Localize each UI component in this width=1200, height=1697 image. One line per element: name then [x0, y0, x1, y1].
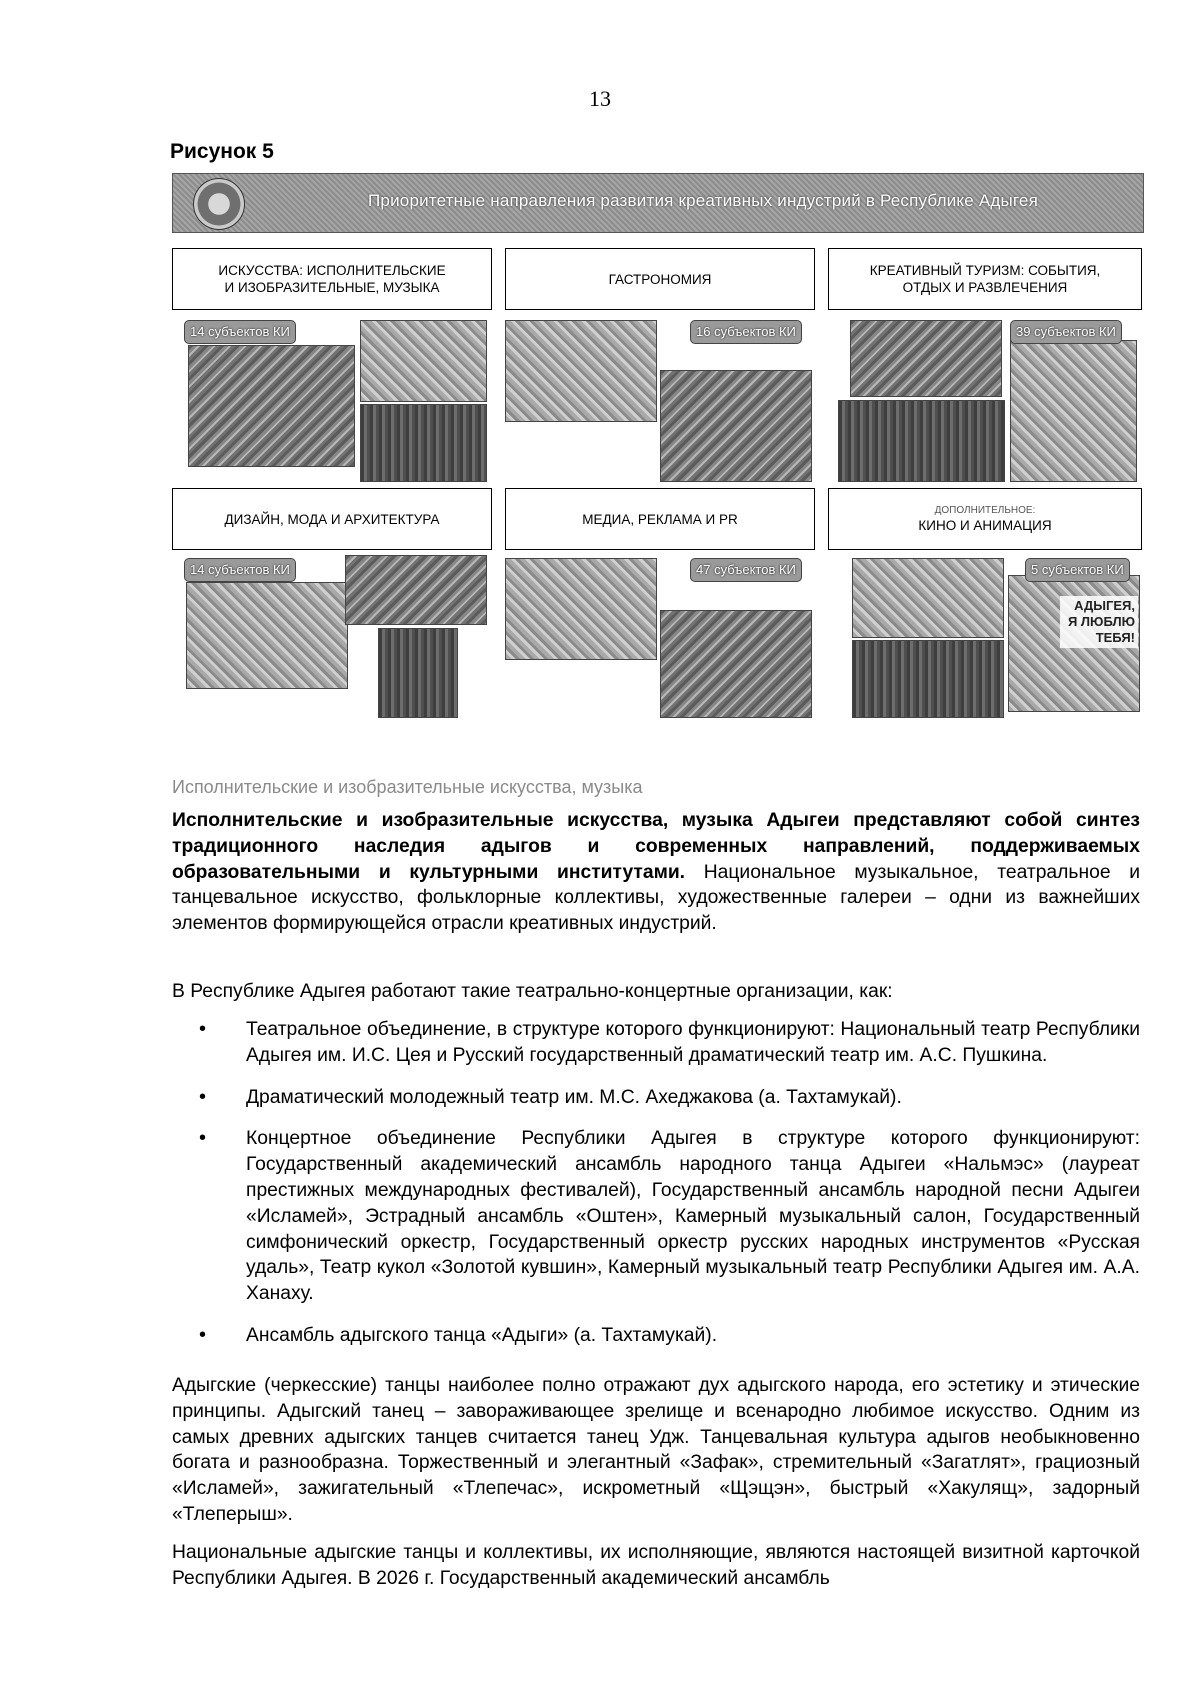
category-box-tourism: [828, 248, 1142, 310]
category-box-design: [172, 488, 492, 550]
photo: [188, 345, 355, 467]
sign-line: АДЫГЕЯ,: [1074, 598, 1135, 613]
photo: [850, 320, 1002, 397]
photo: [505, 320, 657, 422]
category-title: МЕДИА, РЕКЛАМА И PR: [582, 511, 738, 527]
adygea-emblem-icon: [193, 178, 245, 230]
category-title: ГАСТРОНОМИЯ: [608, 271, 712, 287]
count-badge: 47 субъектов КИ: [690, 558, 802, 582]
banner-title: Приоритетные направления развития креативных индустрий в Республике Адыгея: [368, 191, 1038, 210]
list-item: • Концертное объединение Республики Адыгея в структуре которого функционируют: Государственный академический ансамбль народного танца Адыгеи «Нальмэс» (лауреат престижных международных фестивалей), Государственный ансамбль народной песни Адыгеи «Исламей», Эстрадный ансамбль «Оштен», Камерный музыкальный салон, Государственный симфонический оркестр, Государственный оркестр русских народных инструментов «Русская удаль», Театр кукол «Золотой кувшин», Камерный музыкальный театр Республики Адыгея им. А.А. Ханаху.: [172, 1126, 1140, 1307]
category-title: ДИЗАЙН, МОДА И АРХИТЕКТУРА: [224, 511, 440, 527]
intro-paragraph: [172, 808, 1140, 937]
photo: [852, 640, 1004, 718]
count-badge: 14 субъектов КИ: [184, 558, 296, 582]
figure-banner: [172, 173, 1144, 233]
category-subtitle: ДОПОЛНИТЕЛЬНОЕ:: [934, 504, 1036, 516]
count-badge: 39 субъектов КИ: [1010, 320, 1122, 344]
photo: [186, 582, 348, 689]
photo: [378, 628, 458, 718]
category-title: И ИЗОБРАЗИТЕЛЬНЫЕ, МУЗЫКА: [224, 280, 440, 295]
list-item: • Театральное объединение, в структуре которого функционируют: Национальный театр Республики Адыгея им. И.С. Цея и Русский государственный драматический театр им. А.С. Пушкина.: [172, 1017, 1140, 1069]
category-title: КИНО И АНИМАЦИЯ: [918, 517, 1052, 533]
adygea-sign: [1060, 596, 1138, 648]
sign-line: ТЕБЯ!: [1095, 630, 1135, 645]
photo: [360, 404, 487, 482]
photo: [1010, 340, 1137, 482]
category-box-film: [828, 488, 1142, 550]
intro-bold: Исполнительские и изобразительные искусства, музыка Адыгеи представляют собой синтез традиционного наследия адыгов и современных направлений, поддерживаемых образовательными и культурными институтами.: [172, 810, 1140, 883]
photo: [660, 610, 812, 718]
figure-label: Рисунок 5: [170, 140, 274, 163]
organizations-list: [172, 1017, 1140, 1365]
photo: [660, 370, 812, 482]
category-box-gastronomy: [505, 248, 815, 310]
category-box-arts: [172, 248, 492, 310]
count-badge: 14 субъектов КИ: [184, 320, 296, 344]
category-box-media: [505, 488, 815, 550]
category-title: ИСКУССТВА: ИСПОЛНИТЕЛЬСКИЕ: [218, 263, 446, 278]
photo: [345, 555, 487, 625]
closing-paragraph: Национальные адыгские танцы и коллективы, их исполняющие, являются настоящей визитной карточкой Республики Адыгея. В 2026 г. Государственный академический ансамбль: [172, 1542, 1140, 1589]
category-title: КРЕАТИВНЫЙ ТУРИЗМ: СОБЫТИЯ,: [869, 263, 1101, 278]
intro-rest: Национальное музыкальное, театральное и танцевальное искусство, фольклорные коллективы, художественные галереи – одни из важнейших элементов формирующейся отрасли креативных индустрий.: [172, 861, 1141, 935]
photo: [852, 558, 1004, 638]
list-item: • Драматический молодежный театр им. М.С. Ахеджакова (а. Тахтамукай).: [172, 1085, 1140, 1111]
photo: [360, 320, 487, 402]
sign-line: Я ЛЮБЛЮ: [1067, 614, 1135, 629]
section-heading: Исполнительские и изобразительные искусства, музыка: [172, 777, 643, 797]
list-intro: В Республике Адыгея работают такие театрально-концертные организации, как:: [172, 981, 893, 1002]
photo: [838, 400, 1005, 482]
page-number: 13: [589, 86, 611, 111]
photo: [505, 558, 657, 660]
count-badge: 5 субъектов КИ: [1025, 558, 1130, 582]
dance-paragraph: Адыгские (черкесские) танцы наиболее полно отражают дух адыгского народа, его эстетику и этические принципы. Адыгский танец – завораживающее зрелище и всенародно любимое искусство. Одним из самых древних адыгских танцев считается танец Удж. Танцевальная культура адыгов необыкновенно богата и разнообразна. Торжественный и элегантный «Зафак», стремительный «Загатлят», грациозный «Исламей», зажигательный «Тлепечас», искрометный «Щэщэн», быстрый «Хакулящ», задорный «Тлеперыш».: [172, 1375, 1140, 1525]
list-item: • Ансамбль адыгского танца «Адыги» (а. Тахтамукай).: [172, 1323, 1140, 1349]
category-title: ОТДЫХ И РАЗВЛЕЧЕНИЯ: [902, 280, 1068, 295]
count-badge: 16 субъектов КИ: [690, 320, 802, 344]
